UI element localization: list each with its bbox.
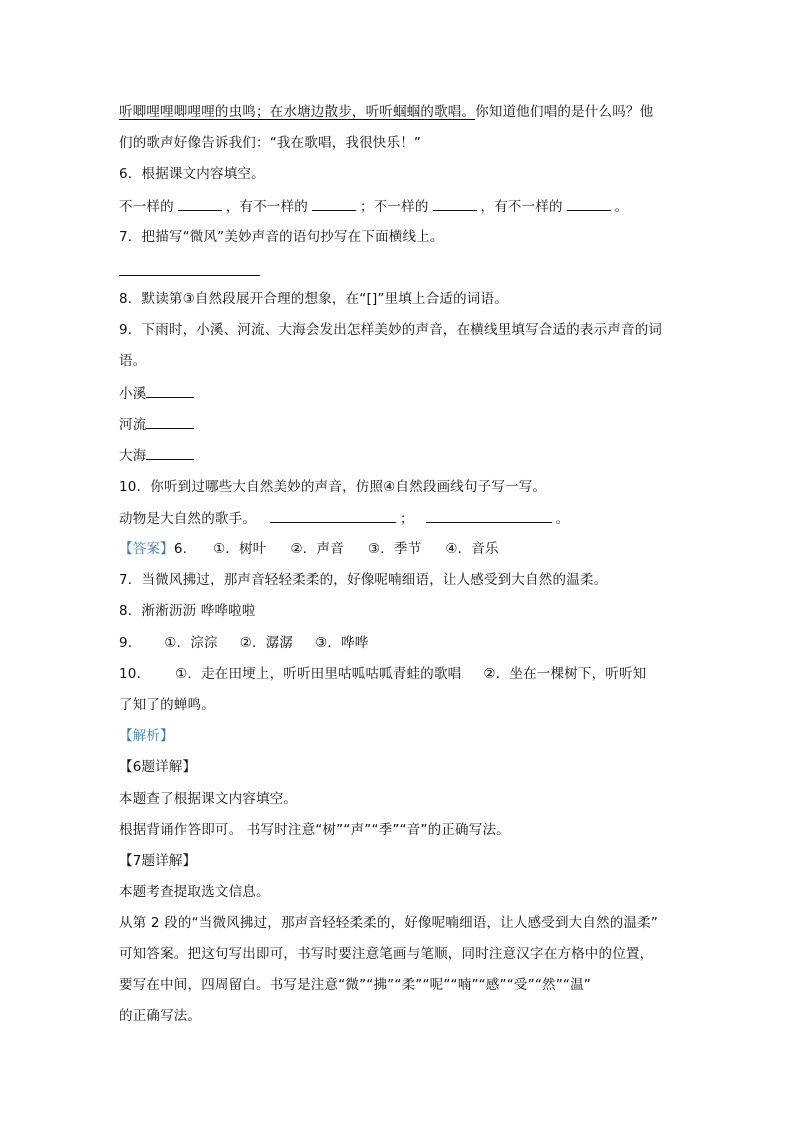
answer-10 <box>119 664 646 684</box>
detail-7-heading: 【7题详解】 <box>119 853 197 869</box>
detail-7-line-5: 的正确写法。 <box>119 1008 202 1024</box>
question-8-title: 8．默读第③自然段展开合理的想象，在“[]”里填上合适的词语。 <box>119 291 508 307</box>
answer-7: 7．当微风拂过，那声音轻轻柔柔的，好像呢喃细语，让人感受到大自然的温柔。 <box>119 572 608 588</box>
answer-item: ④．音乐 <box>445 541 499 557</box>
answer-blank[interactable] <box>312 196 356 211</box>
detail-6-line-2: 根据背诵作答即可。 书写时注意“树”“声”“季”“音”的正确写法。 <box>119 822 510 838</box>
passage-line-1 <box>119 102 653 122</box>
question-9-item <box>119 445 194 466</box>
answer-10-continued: 了知了的蝉鸣。 <box>119 697 215 713</box>
question-9-item <box>119 414 194 435</box>
answer-number: 10. <box>119 666 142 682</box>
answer-label: 【答案】 <box>119 541 174 557</box>
answer-blank[interactable] <box>146 414 194 429</box>
question-10-title: 10．你听到过哪些大自然美妙的声音，仿照④自然段画线句子写一写。 <box>119 479 547 495</box>
answer-item: ②．声音 <box>290 541 344 557</box>
answer-item: ②．坐在一棵树下，听听知 <box>483 666 647 682</box>
answer-blank[interactable] <box>146 445 194 460</box>
answer-9 <box>119 633 369 653</box>
separator: ； <box>400 511 414 527</box>
question-9-title-line-2: 语。 <box>119 353 147 369</box>
end-mark: 。 <box>555 511 570 527</box>
question-7-title: 7．把描写“微风”美妙声音的语句抄写在下面横线上。 <box>119 229 444 245</box>
question-6-fill <box>119 196 628 217</box>
question-9-item <box>119 383 194 404</box>
answer-blank[interactable] <box>567 196 611 211</box>
detail-6-line-1: 本题查了根据课文内容填空。 <box>119 791 298 807</box>
passage-line-2: 们的歌声好像告诉我们：“我在歌唱，我很快乐！” <box>119 135 422 151</box>
answer-blank[interactable] <box>146 383 194 398</box>
passage-text: 你知道他们唱的是什么吗？他 <box>475 104 654 120</box>
answer-blank[interactable] <box>178 196 222 211</box>
detail-7-line-4: 要写在中间，四周留白。书写是注意“微”“拂”“柔”“呢”“喃”“感”“受”“然”“温” <box>119 977 591 993</box>
answer-8: 8．淅淅沥沥 哗哗啦啦 <box>119 603 256 619</box>
question-10-fill <box>119 508 569 529</box>
answer-item: ③．季节 <box>367 541 422 557</box>
answer-item: ①．树叶 <box>213 541 267 557</box>
answer-item: ①．淙淙 <box>164 635 218 651</box>
detail-7-line-3: 可知答案。把这句写出即可，书写时要注意笔画与笔顺，同时注意汉字在方格中的位置， <box>119 946 654 962</box>
prompt-text: 动物是大自然的歌手。 <box>119 511 256 527</box>
item-label: 小溪 <box>119 386 147 402</box>
answer-blank[interactable] <box>433 196 477 211</box>
answer-item: ③．哗哗 <box>315 635 369 651</box>
analysis-label: 【解析】 <box>119 728 174 744</box>
detail-7-line-2: 从第 2 段的“当微风拂过，那声音轻轻柔柔的，好像呢喃细语，让人感受到大自然的温柔” <box>119 915 659 931</box>
item-label: 大海 <box>119 448 147 464</box>
fill-text: ；不一样的 <box>360 199 429 215</box>
answer-number: 6. <box>173 541 188 557</box>
answer-6 <box>119 539 499 559</box>
answer-number: 9. <box>119 635 133 651</box>
fill-text: 不一样的 <box>119 199 174 215</box>
answer-blank[interactable] <box>426 508 552 523</box>
fill-text: ，有不一样的 <box>225 199 309 215</box>
fill-text: ，有不一样的 <box>480 199 563 215</box>
answer-line[interactable] <box>119 275 260 276</box>
detail-7-line-1: 本题考查提取选文信息。 <box>119 884 270 900</box>
fill-text: 。 <box>614 199 629 215</box>
question-9-title-line-1: 9．下雨时，小溪、河流、大海会发出怎样美妙的声音，在横线里填写合适的表示声音的词 <box>119 322 663 338</box>
answer-blank[interactable] <box>270 508 396 523</box>
answer-item: ②．潺潺 <box>239 635 294 651</box>
question-6-title: 6．根据课文内容填空。 <box>119 166 265 182</box>
answer-item: ①．走在田埂上，听听田里咕呱咕呱青蛙的歌唱 <box>175 666 462 682</box>
underlined-sentence: 听唧哩哩唧哩哩的虫鸣；在水塘边散步，听听蝈蝈的歌唱。 <box>119 104 476 120</box>
item-label: 河流 <box>119 417 147 433</box>
detail-6-heading: 【6题详解】 <box>119 759 197 775</box>
